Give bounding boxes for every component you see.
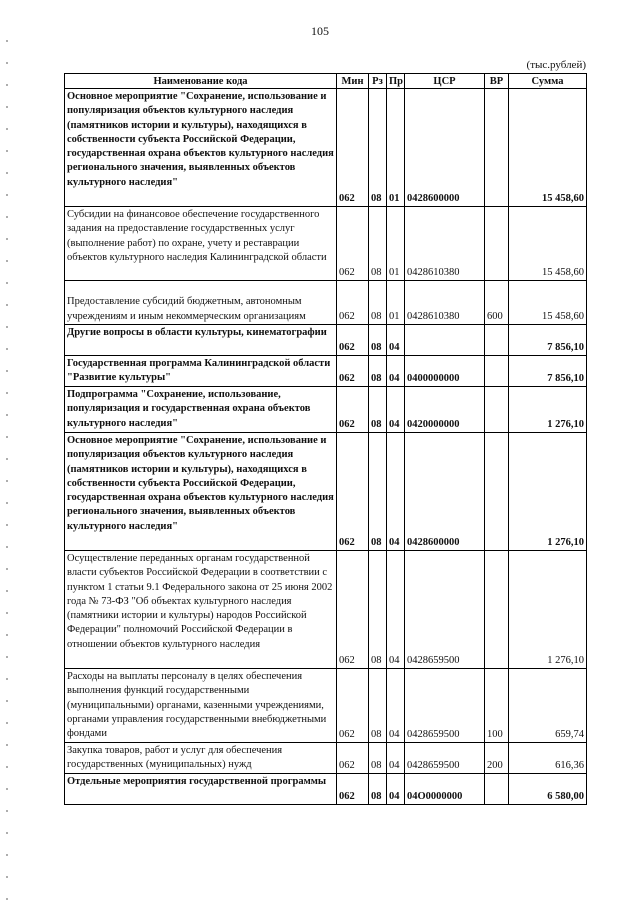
row-vr — [485, 551, 509, 669]
table-header-row — [65, 74, 587, 89]
row-pr: 04 — [387, 356, 405, 387]
row-sum: 1 276,10 — [509, 433, 587, 551]
row-vr — [485, 387, 509, 433]
row-csr: 0428610380 — [405, 281, 485, 325]
row-name: Субсидии на финансовое обеспечение государственного задания на предоставление государственных услуг (выполнение работ) по охране, учету и реставрации объектов культурного наследия Калининградской области — [65, 207, 337, 281]
row-min: 062 — [337, 433, 369, 551]
row-name: Осуществление переданных органам государственной власти субъектов Российской Федерации в соответствии с пунктом 1 статьи 9.1 Федерального закона от 25 июня 2002 года № 73-ФЗ "Об объектах культурного наследия (памятники истории и культуры) народов Российской Федерации" полномочий Российской Федерации в отношении объектов культурного наследия — [65, 551, 337, 669]
row-csr — [405, 325, 485, 356]
row-vr — [485, 356, 509, 387]
row-min: 062 — [337, 551, 369, 669]
row-csr: 0428600000 — [405, 89, 485, 207]
table-row — [65, 743, 587, 774]
row-csr: 04О0000000 — [405, 774, 485, 805]
row-rz: 08 — [369, 774, 387, 805]
row-pr: 04 — [387, 743, 405, 774]
row-min: 062 — [337, 774, 369, 805]
row-min: 062 — [337, 743, 369, 774]
row-min: 062 — [337, 387, 369, 433]
page-number: 105 — [311, 24, 329, 38]
row-name: Отдельные мероприятия государственной программы — [65, 774, 337, 805]
header-name: Наименование кода — [65, 74, 337, 89]
row-name: Основное мероприятие "Сохранение, использование и популяризация объектов культурного наследия (памятников истории и культуры), находящихся в собственности субъекта Российской Федерации, государственная охрана объектов культурного наследия регионального значения, выявленных объектов культурного наследия" — [65, 89, 337, 207]
row-rz: 08 — [369, 207, 387, 281]
row-sum: 659,74 — [509, 669, 587, 743]
row-rz: 08 — [369, 743, 387, 774]
row-sum: 15 458,60 — [509, 281, 587, 325]
row-vr — [485, 207, 509, 281]
row-name: Другие вопросы в области культуры, кинематографии — [65, 325, 337, 356]
row-pr: 04 — [387, 669, 405, 743]
budget-table — [64, 73, 587, 805]
table-row — [65, 669, 587, 743]
table-row — [65, 89, 587, 207]
header-csr: ЦСР — [405, 74, 485, 89]
row-csr: 0428659500 — [405, 669, 485, 743]
row-name: Основное мероприятие "Сохранение, использование и популяризация объектов культурного наследия (памятников истории и культуры), находящихся в собственности субъекта Российской Федерации, государственная охрана объектов культурного наследия регионального значения, выявленных объектов культурного наследия" — [65, 433, 337, 551]
row-vr — [485, 325, 509, 356]
row-rz: 08 — [369, 325, 387, 356]
row-vr — [485, 774, 509, 805]
row-sum: 6 580,00 — [509, 774, 587, 805]
row-pr: 04 — [387, 387, 405, 433]
table-row — [65, 774, 587, 805]
row-pr: 04 — [387, 774, 405, 805]
row-min: 062 — [337, 669, 369, 743]
row-pr: 04 — [387, 325, 405, 356]
row-name: Подпрограмма "Сохранение, использование, популяризация и государственная охрана объектов культурного наследия" — [65, 387, 337, 433]
row-name: Государственная программа Калининградской области "Развитие культуры" — [65, 356, 337, 387]
row-rz: 08 — [369, 281, 387, 325]
table-row — [65, 207, 587, 281]
row-vr — [485, 89, 509, 207]
row-sum: 15 458,60 — [509, 89, 587, 207]
row-name: Предоставление субсидий бюджетным, автономным учреждениям и иным некоммерческим организациям — [65, 281, 337, 325]
row-rz: 08 — [369, 387, 387, 433]
row-sum: 1 276,10 — [509, 551, 587, 669]
row-csr: 0420000000 — [405, 387, 485, 433]
row-name: Закупка товаров, работ и услуг для обеспечения государственных (муниципальных) нужд — [65, 743, 337, 774]
row-pr: 04 — [387, 551, 405, 669]
row-vr: 600 — [485, 281, 509, 325]
row-csr: 0428610380 — [405, 207, 485, 281]
header-pr: Пр — [387, 74, 405, 89]
table-row — [65, 281, 587, 325]
header-min: Мин — [337, 74, 369, 89]
table-row — [65, 325, 587, 356]
table-row — [65, 356, 587, 387]
row-name: Расходы на выплаты персоналу в целях обеспечения выполнения функций государственными (муниципальными) органами, казенными учреждениями, органами управления государственными внебюджетными фондами — [65, 669, 337, 743]
row-sum: 15 458,60 — [509, 207, 587, 281]
table-row — [65, 387, 587, 433]
row-min: 062 — [337, 89, 369, 207]
row-vr: 200 — [485, 743, 509, 774]
table-row — [65, 433, 587, 551]
row-sum: 7 856,10 — [509, 325, 587, 356]
header-vr: ВР — [485, 74, 509, 89]
row-vr — [485, 433, 509, 551]
row-csr: 0428659500 — [405, 551, 485, 669]
units-label: (тыс.рублей) — [526, 59, 586, 71]
row-min: 062 — [337, 325, 369, 356]
row-rz: 08 — [369, 433, 387, 551]
row-sum: 1 276,10 — [509, 387, 587, 433]
row-rz: 08 — [369, 669, 387, 743]
row-csr: 0400000000 — [405, 356, 485, 387]
row-sum: 616,36 — [509, 743, 587, 774]
row-pr: 04 — [387, 433, 405, 551]
header-sum: Сумма — [509, 74, 587, 89]
row-sum: 7 856,10 — [509, 356, 587, 387]
row-rz: 08 — [369, 551, 387, 669]
row-csr: 0428659500 — [405, 743, 485, 774]
table-row — [65, 551, 587, 669]
row-min: 062 — [337, 281, 369, 325]
row-min: 062 — [337, 356, 369, 387]
row-vr: 100 — [485, 669, 509, 743]
row-min: 062 — [337, 207, 369, 281]
row-rz: 08 — [369, 356, 387, 387]
row-csr: 0428600000 — [405, 433, 485, 551]
row-pr: 01 — [387, 207, 405, 281]
header-rz: Рз — [369, 74, 387, 89]
binding-hole-marks — [6, 40, 8, 900]
row-pr: 01 — [387, 89, 405, 207]
row-rz: 08 — [369, 89, 387, 207]
row-pr: 01 — [387, 281, 405, 325]
